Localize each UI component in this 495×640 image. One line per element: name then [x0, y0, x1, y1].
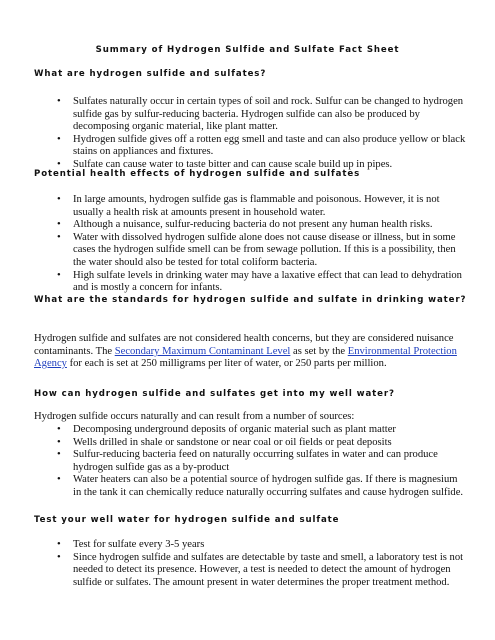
- list-item: • High sulfate levels in drinking water may have a laxative effect that can lead to dehydration and is mostly a concern for infants.: [0, 270, 495, 295]
- list-item: • Wells drilled in shale or sandstone or near coal or oil fields or peat deposits: [0, 437, 495, 450]
- list-item: • Although a nuisance, sulfur-reducing bacteria do not present any human health risks.: [0, 219, 495, 232]
- standards-text-part2: as set by the: [290, 345, 348, 357]
- section-how-bullets: [0, 424, 495, 500]
- list-item: • Test for sulfate every 3-5 years: [0, 539, 495, 552]
- secondary-mcl-link[interactable]: Secondary Maximum Contaminant Level: [114, 345, 291, 357]
- list-item: • Hydrogen sulfide gives off a rotten egg smell and taste and can also produce yellow or black stains on appliances and fixtures.: [0, 134, 495, 159]
- section-heading-standards: What are the standards for hydrogen sulfide and sulfate in drinking water?: [34, 295, 467, 305]
- standards-text-part1: Hydrogen sulfide and sulfates are not considered health concerns, but they are considered nuisance contaminants. The: [34, 333, 454, 357]
- section-heading-how-get-into-well: How can hydrogen sulfide and sulfates get into my well water?: [34, 389, 395, 399]
- list-item: • Sulfates naturally occur in certain types of soil and rock. Sulfur can be changed to hydrogen sulfide gas by sulfur-reducing bacteria. Hydrogen sulfide can also be produced by decomposing organic material, like plant matter.: [0, 96, 495, 134]
- section-heading-test-well: Test your well water for hydrogen sulfide and sulfate: [34, 515, 340, 525]
- list-item: • Decomposing underground deposits of organic material such as plant matter: [0, 424, 495, 437]
- section-test-bullets: [0, 539, 495, 589]
- epa-link[interactable]: Environmental Protection Agency: [34, 345, 457, 370]
- list-item: • Sulfate can cause water to taste bitter and can cause scale build up in pipes.: [0, 159, 495, 172]
- section-health-effects-bullets: [0, 194, 495, 295]
- standards-paragraph: [34, 333, 470, 371]
- list-item: • Water heaters can also be a potential source of hydrogen sulfide gas. If there is magnesium in the tank it can chemically reduce naturally occurring sulfates and cause hydrogen sulfide.: [0, 474, 495, 499]
- standards-text-part3: for each is set at 250 milligrams per liter of water, or 250 parts per million.: [66, 358, 387, 370]
- section-heading-health-effects: Potential health effects of hydrogen sulfide and sulfates: [34, 169, 361, 179]
- section-heading-what-are: What are hydrogen sulfide and sulfates?: [34, 69, 267, 79]
- how-intro-text: Hydrogen sulfide occurs naturally and can result from a number of sources:: [34, 411, 355, 422]
- list-item: • Since hydrogen sulfide and sulfates are detectable by taste and smell, a laboratory test is not needed to detect its presence. However, a test is needed to detect the amount of hydrogen sulfide or sulfates. The amount present in water determines the proper treatment method.: [0, 552, 495, 590]
- list-item: • Water with dissolved hydrogen sulfide alone does not cause disease or illness, but in some cases the hydrogen sulfide smell can be from sewage pollution. If this is a possibility, then the water should also be tested for total coliform bacteria.: [0, 232, 495, 270]
- list-item: • In large amounts, hydrogen sulfide gas is flammable and poisonous. However, it is not usually a health risk at amounts present in household water.: [0, 194, 495, 219]
- list-item: • Sulfur-reducing bacteria feed on naturally occurring sulfates in water and can produce hydrogen sulfide gas as a by-product: [0, 449, 495, 474]
- section-what-are-bullets: [0, 96, 495, 172]
- document-title: Summary of Hydrogen Sulfide and Sulfate Fact Sheet: [95, 45, 400, 55]
